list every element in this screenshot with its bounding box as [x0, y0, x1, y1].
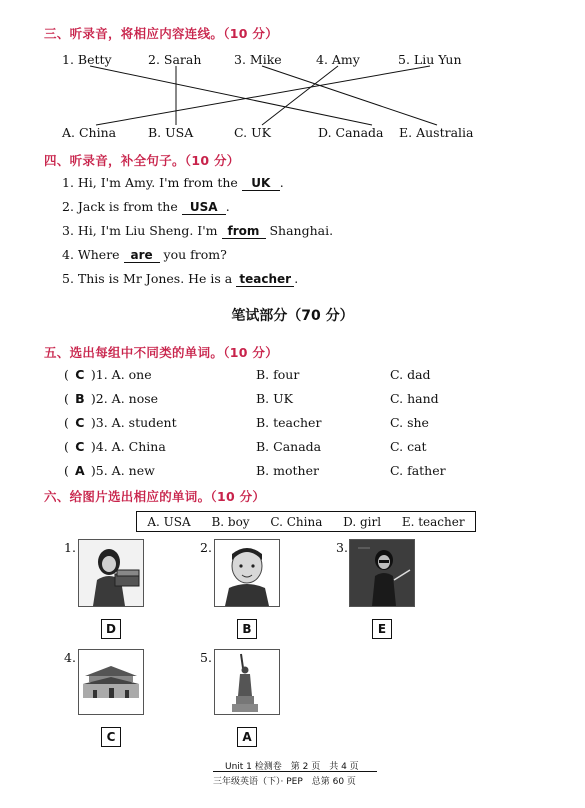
match-bottom-a: A. China — [62, 125, 117, 140]
match-line-mike — [262, 66, 437, 125]
sentence-2-text: 2. Jack is from the — [62, 199, 178, 214]
choice-2-option-c: C. hand — [390, 391, 439, 406]
choice-row-5: ( A )5. A. new — [64, 463, 155, 478]
choice-5-option-c: C. father — [390, 463, 446, 478]
sentence-3-text: 3. Hi, I'm Liu Sheng. I'm — [62, 223, 218, 238]
match-bottom-e: E. Australia — [399, 125, 474, 140]
section4-title: 四、听录音，补全句子。（10 分） — [44, 153, 240, 168]
picture-3-number: 3. — [336, 540, 348, 555]
match-top-3: 3. Mike — [234, 52, 282, 67]
choice-2-answer: B — [75, 391, 85, 406]
section3-title: 三、听录音，将相应内容连线。（10 分） — [44, 26, 278, 41]
word-bank — [136, 511, 476, 532]
choice-5-option-b: B. mother — [256, 463, 319, 478]
choice-1-answer: C — [75, 367, 85, 382]
sentence-1-end: . — [279, 175, 284, 190]
picture-2-answer-box: B — [237, 619, 257, 639]
choice-4-option-a: 4. A. China — [95, 439, 166, 454]
sentence-4-answer: are — [124, 249, 160, 263]
sentence-4-text: 4. Where — [62, 247, 120, 262]
word-b: B. boy — [211, 514, 250, 529]
word-c: C. China — [270, 514, 323, 529]
section6-title: 六、给图片选出相应的单词。（10 分） — [44, 489, 266, 504]
sentence-5-text: 5. This is Mr Jones. He is a — [62, 271, 233, 286]
choice-row-1: ( C )1. A. one — [64, 367, 152, 382]
sentence-2-end: . — [225, 199, 230, 214]
sentence-1-answer: UK — [242, 177, 280, 191]
sentence-4 — [62, 247, 227, 263]
boy-picture — [214, 539, 280, 607]
picture-2-number: 2. — [200, 540, 212, 555]
choice-3-answer: C — [75, 415, 85, 430]
statue-of-liberty-picture — [214, 649, 280, 715]
choice-4-option-c: C. cat — [390, 439, 427, 454]
match-line-betty — [90, 66, 372, 125]
choice-3-option-a: 3. A. student — [95, 415, 177, 430]
match-top-5: 5. Liu Yun — [398, 52, 462, 67]
word-d: D. girl — [343, 514, 382, 529]
match-top-2: 2. Sarah — [148, 52, 202, 67]
choice-1-option-a: 1. A. one — [95, 367, 152, 382]
footer-course-info: 三年级英语（下）· PEP 总第 60 页 — [213, 777, 356, 787]
girl-picture — [78, 539, 144, 607]
choice-5-answer: A — [75, 463, 85, 478]
tiananmen-picture — [78, 649, 144, 715]
choice-row-2: ( B )2. A. nose — [64, 391, 159, 406]
sentence-3-answer: from — [222, 225, 266, 239]
picture-4-number: 4. — [64, 650, 76, 665]
match-bottom-d: D. Canada — [318, 125, 384, 140]
sentence-1 — [62, 175, 284, 191]
picture-1-answer-box: D — [101, 619, 121, 639]
sentence-5-end: . — [294, 271, 299, 286]
sentence-3 — [62, 223, 333, 239]
choice-5-option-a: 5. A. new — [95, 463, 155, 478]
section5-title: 五、选出每组中不同类的单词。（10 分） — [44, 345, 278, 360]
match-top-1: 1. Betty — [62, 52, 112, 67]
picture-1-number: 1. — [64, 540, 76, 555]
choice-4-option-b: B. Canada — [256, 439, 322, 454]
word-e: E. teacher — [401, 514, 465, 529]
match-bottom-b: B. USA — [148, 125, 194, 140]
choice-row-4: ( C )4. A. China — [64, 439, 166, 454]
choice-1-option-b: B. four — [256, 367, 300, 382]
sentence-5 — [62, 271, 298, 287]
footer-divider — [213, 771, 377, 772]
sentence-3-end: Shanghai. — [269, 223, 334, 238]
match-bottom-c: C. UK — [234, 125, 271, 140]
match-line-amy — [262, 66, 338, 125]
word-a: A. USA — [147, 514, 191, 529]
written-part-heading: 笔试部分（70 分） — [231, 308, 354, 324]
choice-4-answer: C — [75, 439, 85, 454]
sentence-4-end: you from? — [163, 247, 227, 262]
picture-5-number: 5. — [200, 650, 212, 665]
sentence-2-answer: USA — [182, 201, 226, 215]
picture-3-answer-box: E — [372, 619, 392, 639]
match-top-4: 4. Amy — [316, 52, 360, 67]
choice-2-option-a: 2. A. nose — [95, 391, 159, 406]
match-line-liuyun — [96, 66, 430, 125]
choice-row-3: ( C )3. A. student — [64, 415, 177, 430]
footer-page-info: Unit 1 检测卷 第 2 页 共 4 页 — [225, 762, 359, 772]
sentence-2 — [62, 199, 230, 215]
choice-1-option-c: C. dad — [390, 367, 431, 382]
choice-3-option-b: B. teacher — [256, 415, 322, 430]
picture-4-answer-box: C — [101, 727, 121, 747]
sentence-5-answer: teacher — [236, 273, 294, 287]
picture-5-answer-box: A — [237, 727, 257, 747]
teacher-picture — [349, 539, 415, 607]
sentence-1-text: 1. Hi, I'm Amy. I'm from the — [62, 175, 238, 190]
choice-2-option-b: B. UK — [256, 391, 294, 406]
choice-3-option-c: C. she — [390, 415, 429, 430]
